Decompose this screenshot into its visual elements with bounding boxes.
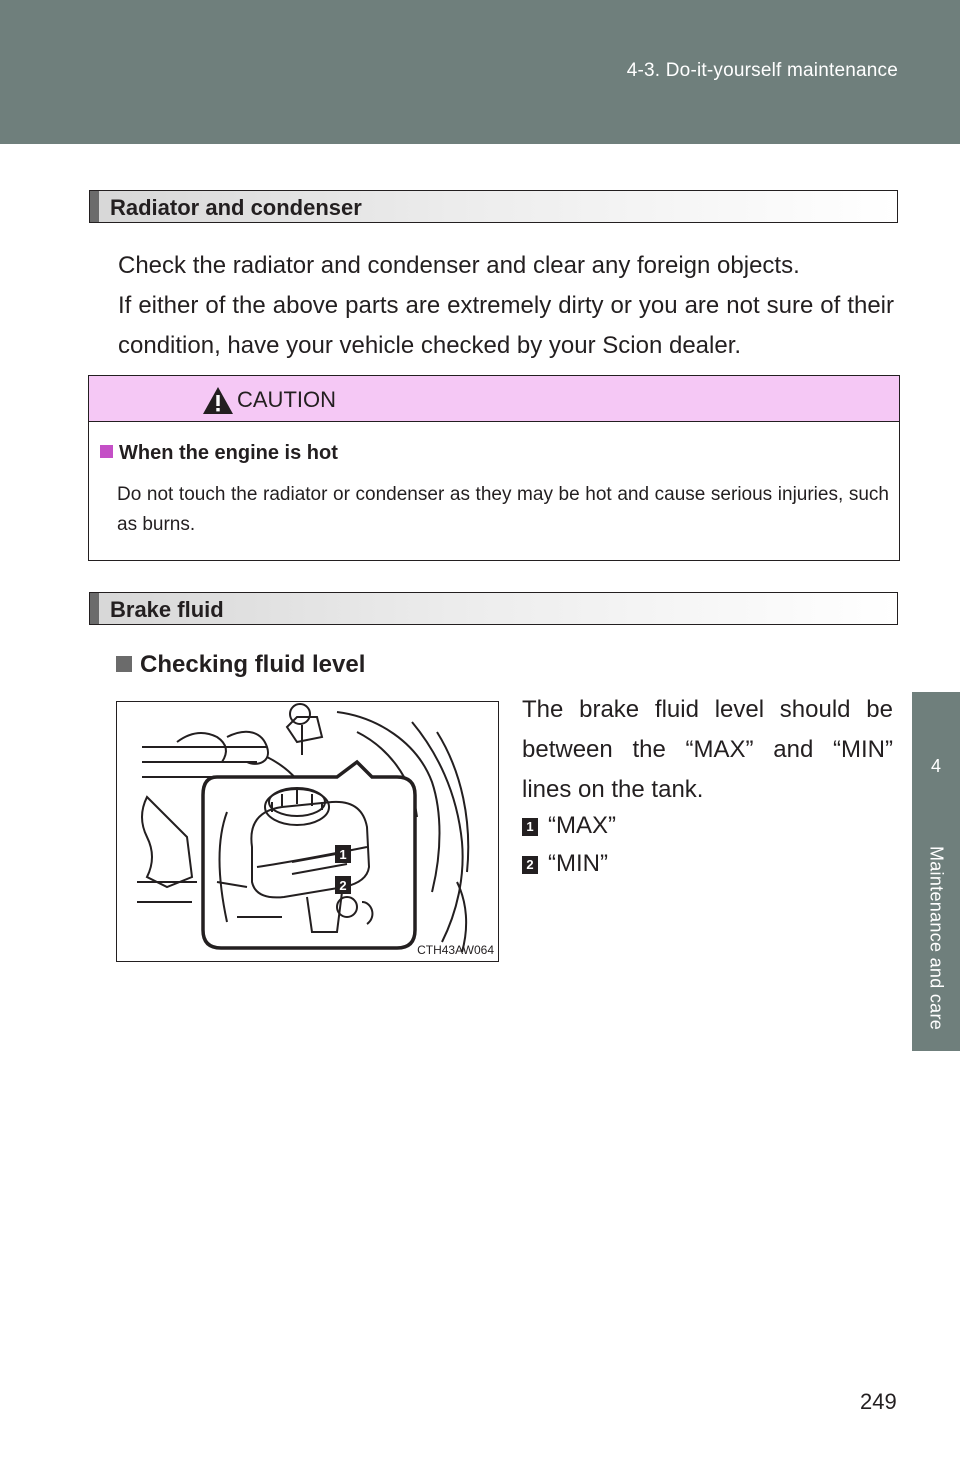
page-number: 249 [860,1389,897,1414]
svg-text:2: 2 [339,878,347,893]
radiator-body [118,246,894,366]
checking-fluid-subheading [116,651,365,679]
legend-badge-1: 1 [522,818,538,836]
brake-reservoir-illustration [116,701,499,962]
brake-heading: Brake fluid [110,597,224,622]
chapter-label: Maintenance and care [926,845,947,1031]
radiator-heading: Radiator and condenser [110,195,362,220]
caution-box [88,375,900,561]
radiator-line-1: Check the radiator and condenser and clear any foreign objects. [118,252,800,279]
caution-body: Do not touch the radiator or condenser as they may be hot and cause serious injuries, such as burns. [117,484,889,535]
chapter-number: 4 [930,756,941,776]
checking-fluid-text: Checking fluid level [140,651,366,678]
legend-label-min: “MIN” [548,850,608,877]
radiator-line-2: If either of the above parts are extremely dirty or you are not sure of their condition, have your vehicle checked by your Scion dealer. [118,292,894,359]
figure-code: CTH43AW064 [417,943,494,957]
svg-text:1: 1 [339,847,347,862]
header-bar [0,0,960,144]
legend-label-max: “MAX” [548,812,616,839]
caution-header [89,376,899,422]
caution-subheading [100,442,338,465]
caution-title: CAUTION [237,387,336,412]
caution-subheading-text: When the engine is hot [119,442,338,464]
legend-item-min [522,850,608,878]
legend-item-max [522,812,616,840]
warning-triangle-icon [202,386,234,415]
gray-square-bullet-icon [116,656,132,672]
chapter-side-tab [912,692,960,1051]
radiator-heading-box [89,190,898,223]
brake-description: The brake fluid level should be between the “MAX” and “MIN” lines on the tank. [522,696,893,803]
engine-bay-drawing [117,702,497,960]
legend-badge-2: 2 [522,856,538,874]
section-title: 4-3. Do-it-yourself maintenance [626,60,898,81]
pink-square-bullet-icon [100,445,113,458]
brake-heading-box [89,592,898,625]
